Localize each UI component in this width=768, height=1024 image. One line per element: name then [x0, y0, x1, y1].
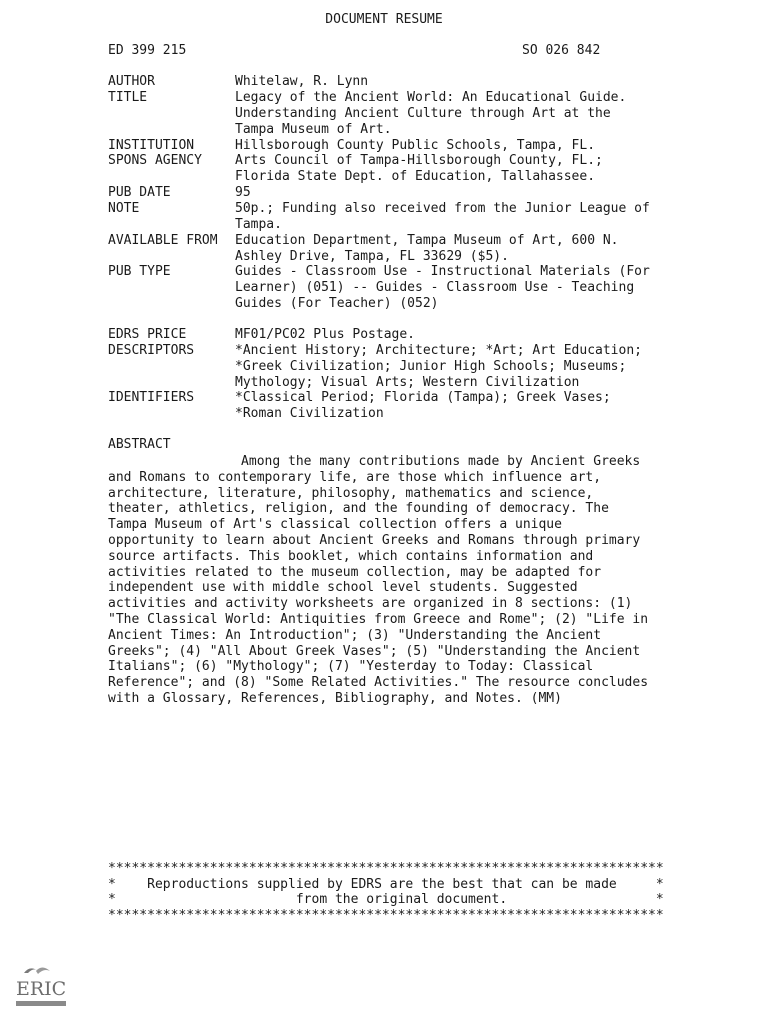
field-label: PUB TYPE [108, 264, 171, 279]
field-value [235, 264, 675, 311]
field-value-line: *Ancient History; Architecture; *Art; Art Education; [235, 343, 642, 358]
abstract-line: Greeks"; (4) "All About Greek Vases"; (5) "Understanding the Ancient [108, 643, 641, 659]
field-value [235, 153, 675, 185]
field-value-line: Understanding Ancient Culture through Art at the [235, 105, 611, 121]
field-label: AUTHOR [108, 74, 155, 89]
so-number: SO 026 842 [522, 43, 601, 58]
field-label: TITLE [108, 90, 148, 105]
field-label: PUB DATE [108, 185, 171, 200]
field-value-line: Education Department, Tampa Museum of Art, 600 N. [235, 233, 619, 248]
ed-number: ED 399 215 [108, 43, 187, 58]
document-title: DOCUMENT RESUME [325, 12, 443, 27]
abstract-line: "The Classical World: Antiquities from Greece and Rome"; (2) "Life in [108, 611, 649, 627]
field-label: NOTE [108, 201, 140, 216]
field-value-line: MF01/PC02 Plus Postage. [235, 327, 416, 342]
field-value-line: 95 [235, 185, 251, 200]
field-value [235, 74, 675, 90]
notice-line: * from the original document. * [108, 892, 664, 907]
abstract-line: with a Glossary, References, Bibliography, and Notes. (MM) [108, 690, 562, 706]
field-value [235, 185, 675, 201]
abstract-line: Ancient Times: An Introduction"; (3) "Understanding the Ancient [108, 627, 602, 643]
field-value [235, 390, 675, 422]
field-value-line: *Classical Period; Florida (Tampa); Greek Vases; [235, 390, 611, 405]
abstract-line: architecture, literature, philosophy, mathematics and science, [108, 485, 594, 501]
field-value-line: Tampa. [235, 216, 282, 232]
abstract-line: Italians"; (6) "Mythology"; (7) "Yesterday to Today: Classical [108, 659, 594, 675]
field-value-line: 50p.; Funding also received from the Junior League of [235, 201, 650, 216]
field-value-line: Tampa Museum of Art. [235, 121, 392, 137]
field-value-line: Guides (For Teacher) (052) [235, 295, 439, 311]
field-value-line: *Roman Civilization [235, 405, 384, 421]
field-label: EDRS PRICE [108, 327, 187, 342]
field-value-line: Whitelaw, R. Lynn [235, 74, 369, 89]
field-value [235, 138, 675, 154]
field-value-line: Florida State Dept. of Education, Tallahassee. [235, 168, 596, 184]
field-value-line: Ashley Drive, Tampa, FL 33629 ($5). [235, 248, 509, 264]
abstract-label: ABSTRACT [108, 437, 171, 452]
field-label: AVAILABLE FROM [108, 233, 218, 248]
field-value-line: Learner) (051) -- Guides - Classroom Use - Teaching [235, 279, 635, 295]
field-value-line: Legacy of the Ancient World: An Educational Guide. [235, 90, 627, 105]
field-value [235, 327, 675, 343]
abstract-line: Tampa Museum of Art's classical collection offers a unique [108, 517, 562, 533]
field-value-line: Arts Council of Tampa-Hillsborough County, FL.; [235, 153, 603, 168]
abstract-line: activities and activity worksheets are organized in 8 sections: (1) [108, 596, 633, 612]
abstract-line: Among the many contributions made by Ancient Greeks [108, 454, 641, 469]
abstract-line: opportunity to learn about Ancient Greeks and Romans through primary [108, 532, 641, 548]
abstract-line: independent use with middle school level students. Suggested [108, 580, 578, 596]
abstract-line: activities related to the museum collection, may be adapted for [108, 564, 602, 580]
notice-line: * Reproductions supplied by EDRS are the best that can be made * [108, 876, 664, 892]
eric-logo [10, 965, 68, 1011]
field-value [235, 343, 675, 390]
field-value-line: Guides - Classroom Use - Instructional Materials (For [235, 264, 650, 279]
abstract-line: and Romans to contemporary life, are those which influence art, [108, 469, 602, 485]
field-label: SPONS AGENCY [108, 153, 202, 168]
abstract-body [108, 454, 668, 707]
field-value-line: Hillsborough County Public Schools, Tampa, FL. [235, 138, 596, 153]
asterisk-border: *********************************************************************** [108, 861, 664, 876]
asterisk-border: *********************************************************************** [108, 907, 664, 923]
abstract-line: theater, athletics, religion, and the founding of democracy. The [108, 501, 609, 517]
abstract-line: Reference"; and (8) "Some Related Activities." The resource concludes [108, 675, 649, 691]
field-label: IDENTIFIERS [108, 390, 195, 405]
field-value-line: *Greek Civilization; Junior High Schools; Museums; [235, 358, 627, 374]
abstract-line: source artifacts. This booklet, which contains information and [108, 548, 594, 564]
field-label: DESCRIPTORS [108, 343, 195, 358]
field-value [235, 201, 675, 233]
field-label: INSTITUTION [108, 138, 195, 153]
reproduction-notice [108, 861, 678, 923]
field-value-line: Mythology; Visual Arts; Western Civilization [235, 374, 580, 390]
field-value [235, 90, 675, 137]
field-value [235, 233, 675, 265]
svg-text:ERIC: ERIC [16, 978, 67, 1000]
